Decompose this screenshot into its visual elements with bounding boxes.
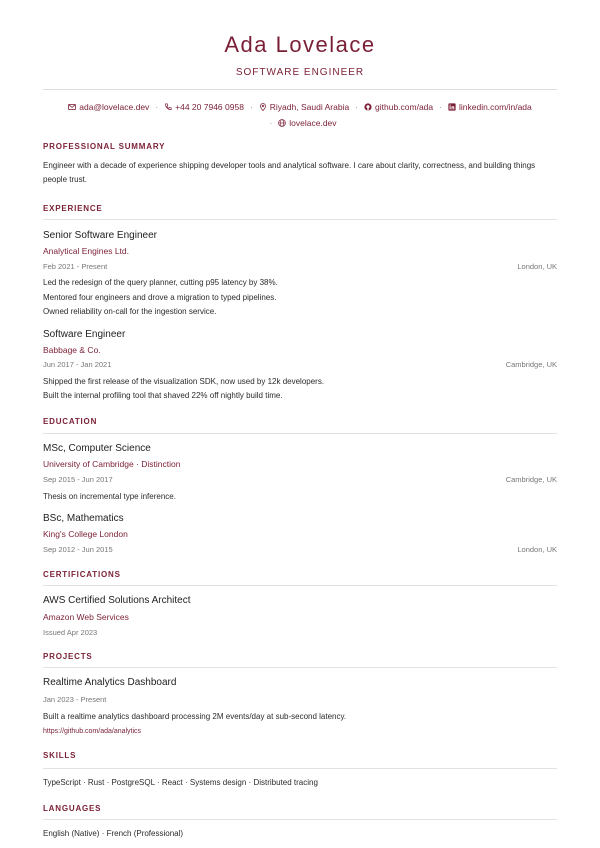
education-dates: Sep 2015 - Jun 2017	[43, 475, 113, 484]
mail-icon	[68, 103, 76, 111]
contact-linkedin[interactable]	[448, 99, 532, 115]
job-company: Analytical Engines Ltd.	[43, 246, 129, 256]
contact-linkedin-text: linkedin.com/in/ada	[458, 102, 532, 112]
job-dates: Feb 2021 - Present	[43, 262, 108, 271]
languages-list: English (Native) · French (Professional)	[43, 829, 184, 838]
separator: ·	[439, 102, 442, 112]
separator: ·	[269, 118, 273, 128]
job-bullet: Mentored four engineers and drove a migration to typed pipelines.	[43, 293, 277, 302]
contact-location-text: Riyadh, Saudi Arabia	[269, 102, 350, 112]
section-heading-projects: PROJECTS	[43, 652, 93, 661]
contact-phone[interactable]	[164, 99, 244, 115]
phone-icon	[164, 103, 172, 111]
contact-website[interactable]	[278, 115, 336, 131]
degree-title: BSc, Mathematics	[43, 513, 124, 524]
separator: ·	[155, 102, 159, 112]
contact-bar	[40, 99, 560, 131]
project-title: Realtime Analytics Dashboard	[43, 677, 177, 688]
section-divider	[43, 219, 557, 220]
education-dates: Sep 2012 - Jun 2015	[43, 545, 113, 554]
contact-github-text: github.com/ada	[375, 102, 434, 112]
contact-github[interactable]	[364, 99, 433, 115]
section-divider	[43, 768, 557, 769]
section-divider	[43, 667, 557, 668]
school-name: King's College London	[43, 529, 128, 539]
school-name: University of Cambridge · Distinction	[43, 459, 181, 469]
candidate-name: Ada Lovelace	[224, 32, 376, 57]
section-divider	[43, 819, 557, 820]
section-heading-experience: EXPERIENCE	[43, 204, 103, 213]
project-link[interactable]: https://github.com/ada/analytics	[43, 728, 142, 735]
section-heading-summary: PROFESSIONAL SUMMARY	[43, 142, 166, 151]
job-company: Babbage & Co.	[43, 345, 101, 355]
globe-icon	[278, 119, 286, 127]
linkedin-icon	[448, 103, 456, 111]
section-heading-education: EDUCATION	[43, 417, 98, 426]
degree-title: MSc, Computer Science	[43, 443, 151, 454]
project-dates: Jan 2023 - Present	[43, 695, 107, 704]
summary-text: Engineer with a decade of experience shipping developer tools and analytical software. I care about clarity, correctness, and building things people trust.	[43, 161, 536, 184]
job-location: Cambridge, UK	[505, 360, 557, 369]
job-location: London, UK	[517, 262, 557, 271]
candidate-title: SOFTWARE ENGINEER	[235, 67, 365, 78]
location-icon	[259, 103, 267, 111]
section-divider	[43, 433, 557, 434]
education-location: London, UK	[517, 545, 557, 554]
section-heading-skills: SKILLS	[43, 751, 77, 760]
separator: ·	[249, 102, 253, 112]
project-description: Built a realtime analytics dashboard processing 2M events/day at sub-second latency.	[43, 712, 347, 721]
skills-list: TypeScript · Rust · PostgreSQL · React · Systems design · Distributed tracing	[43, 778, 318, 787]
job-title: Senior Software Engineer	[43, 230, 157, 241]
job-bullet: Shipped the first release of the visualization SDK, now used by 12k developers.	[43, 377, 325, 386]
contact-location	[259, 99, 349, 115]
certification-date: Issued Apr 2023	[43, 628, 98, 637]
certification-issuer: Amazon Web Services	[43, 612, 129, 622]
contact-email-text: ada@lovelace.dev	[79, 102, 150, 112]
separator: ·	[355, 102, 359, 112]
job-bullet: Led the redesign of the query planner, cutting p95 latency by 38%.	[43, 278, 278, 287]
header-divider	[43, 89, 557, 90]
section-heading-languages: LANGUAGES	[43, 804, 102, 813]
contact-phone-text: +44 20 7946 0958	[175, 102, 244, 112]
education-note: Thesis on incremental type inference.	[43, 492, 176, 501]
education-location: Cambridge, UK	[505, 475, 557, 484]
contact-website-text: lovelace.dev	[289, 118, 337, 128]
job-title: Software Engineer	[43, 329, 126, 340]
job-bullet: Owned reliability on-call for the ingestion service.	[43, 307, 217, 316]
section-heading-certifications: CERTIFICATIONS	[43, 570, 121, 579]
job-dates: Jun 2017 - Jan 2021	[43, 360, 112, 369]
contact-email[interactable]	[68, 99, 149, 115]
section-divider	[43, 585, 557, 586]
job-bullet: Built the internal profiling tool that shaved 22% off nightly build time.	[43, 391, 283, 400]
github-icon	[364, 103, 372, 111]
certification-title: AWS Certified Solutions Architect	[43, 595, 191, 606]
